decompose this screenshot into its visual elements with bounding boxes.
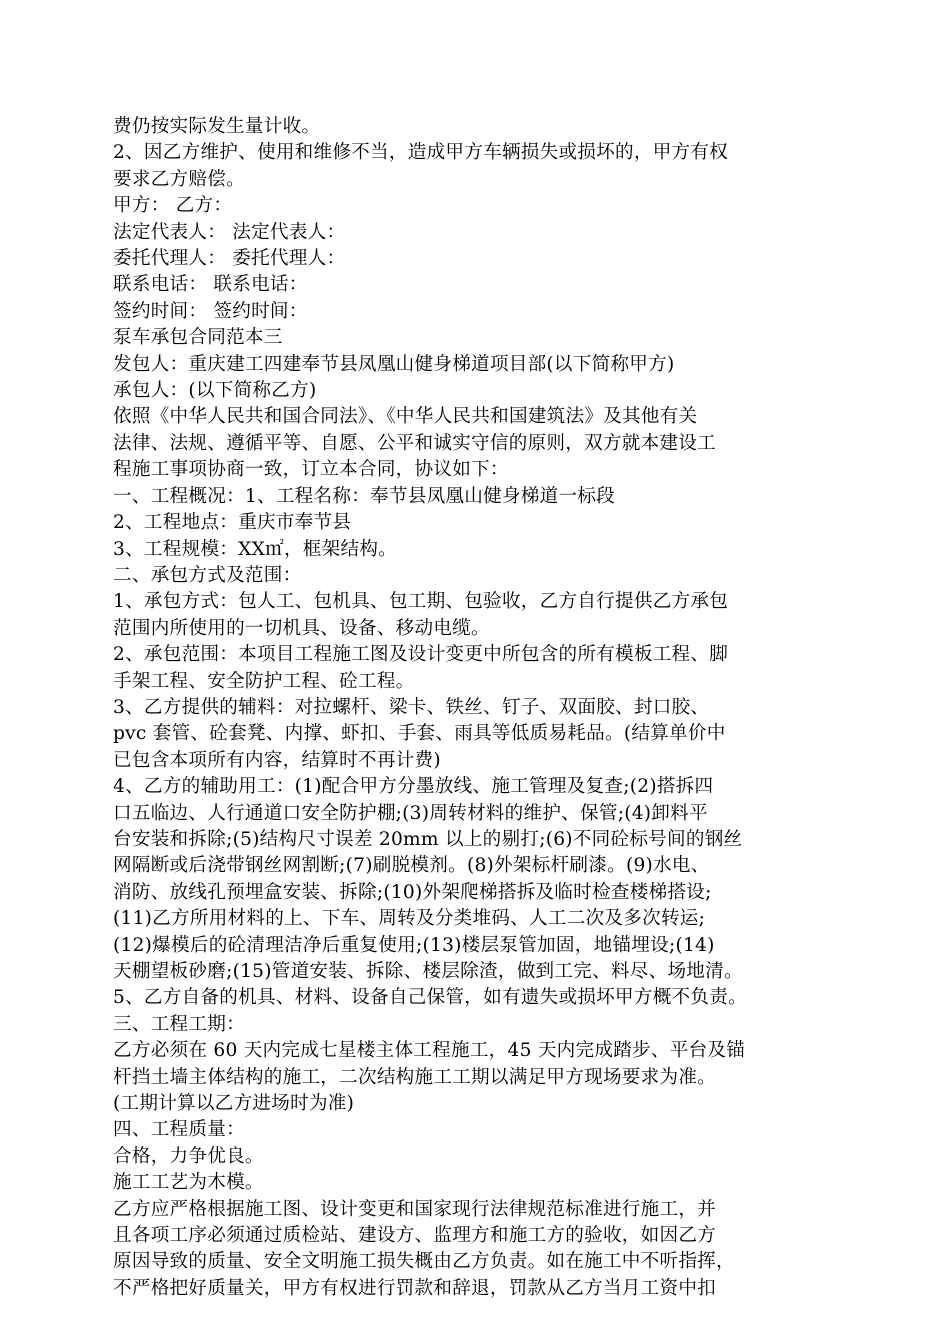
- text-line: 5、乙方自备的机具、材料、设备自己保管，如有遗失或损坏甲方概不负责。: [113, 987, 747, 1009]
- text-line: (11)乙方所用材料的上、下车、周转及分类堆码、人工二次及多次转运;: [113, 908, 706, 930]
- text-line: 签约时间： 签约时间：: [113, 300, 308, 322]
- text-line: 费仍按实际发生量计收。: [113, 116, 321, 137]
- text-line: 施工工艺为木模。: [113, 1172, 264, 1194]
- text-line: 手架工程、安全防护工程、砼工程。: [113, 670, 415, 692]
- section-title: 泵车承包合同范本三: [113, 327, 283, 349]
- text-line: 依照《中华人民共和国合同法》、《中华人民共和国建筑法》及其他有关: [113, 406, 698, 428]
- text-line: 不严格把好质量关，甲方有权进行罚款和辞退，罚款从乙方当月工资中扣: [113, 1277, 717, 1299]
- text-line: pvc 套管、砼套凳、内撑、虾扣、手套、雨具等低质易耗品。(结算单价中: [113, 723, 726, 745]
- text-line: 乙方应严格根据施工图、设计变更和国家现行法律规范标准进行施工，并: [113, 1198, 717, 1220]
- text-line: 2、工程地点：重庆市奉节县: [113, 512, 352, 534]
- text-line: 已包含本项所有内容，结算时不再计费): [113, 749, 441, 771]
- section-heading: 三、工程工期：: [113, 1013, 245, 1035]
- text-line: 台安装和拆除;(5)结构尺寸误差 20mm 以上的剔打;(6)不同砼标号间的钢丝: [113, 828, 743, 850]
- text-line: 1、承包方式：包人工、包机具、包工期、包验收，乙方自行提供乙方承包: [113, 591, 729, 613]
- text-line: 委托代理人： 委托代理人：: [113, 248, 346, 270]
- text-line: 一、工程概况：1、工程名称：奉节县凤凰山健身梯道一标段: [113, 485, 616, 507]
- text-line: 甲方： 乙方：: [113, 195, 233, 217]
- text-line: 联系电话： 联系电话：: [113, 274, 308, 296]
- text-line: 杆挡土墙主体结构的施工，二次结构施工工期以满足甲方现场要求为准。: [113, 1066, 717, 1088]
- text-line: 3、工程规模：XX㎡，框架结构。: [113, 538, 398, 560]
- text-line: 原因导致的质量、安全文明施工损失概由乙方负责。如在施工中不听指挥，: [113, 1251, 735, 1273]
- text-line: 口五临边、人行通道口安全防护棚;(3)周转材料的维护、保管;(4)卸料平: [113, 802, 708, 824]
- text-line: 程施工事项协商一致，订立本合同，协议如下：: [113, 459, 509, 481]
- text-line: 网隔断或后浇带钢丝网割断;(7)刷脱模剂。(8)外架标杆刷漆。(9)水电、: [113, 855, 710, 877]
- text-line: 要求乙方赔偿。: [113, 168, 245, 190]
- text-line: 法定代表人： 法定代表人：: [113, 221, 346, 243]
- text-line: 3、乙方提供的辅料：对拉螺杆、梁卡、铁丝、钉子、双面胶、封口胶、: [113, 696, 710, 718]
- text-line: 天棚望板砂磨;(15)管道安装、拆除、楼层除渣，做到工完、料尽、场地清。: [113, 961, 743, 982]
- section-heading: 四、工程质量：: [113, 1119, 245, 1141]
- document-page: [113, 114, 858, 1302]
- section-heading: 二、承包方式及范围：: [113, 564, 302, 586]
- text-line: 4、乙方的辅助用工：(1)配合甲方分墨放线、施工管理及复查;(2)搭拆四: [113, 776, 714, 798]
- text-line: 发包人：重庆建工四建奉节县凤凰山健身梯道项目部(以下简称甲方): [113, 353, 675, 375]
- text-line: 2、因乙方维护、使用和维修不当，造成甲方车辆损失或损坏的，甲方有权: [113, 142, 729, 164]
- text-line: 法律、法规、遵循平等、自愿、公平和诚实守信的原则，双方就本建设工: [113, 432, 717, 454]
- text-line: (工期计算以乙方进场时为准): [113, 1093, 355, 1115]
- text-line: 承包人：(以下简称乙方): [113, 380, 317, 402]
- text-line: 合格，力争优良。: [113, 1145, 264, 1167]
- text-line: 乙方必须在 60 天内完成七星楼主体工程施工，45 天内完成踏步、平台及锚: [113, 1040, 746, 1062]
- text-line: (12)爆模后的砼清理洁净后重复使用;(13)楼层泵管加固，地锚埋设;(14): [113, 934, 715, 956]
- text-line: 范围内所使用的一切机具、设备、移动电缆。: [113, 617, 490, 639]
- text-line: 消防、放线孔预埋盒安装、拆除;(10)外架爬梯搭拆及临时检查楼梯搭设;: [113, 881, 712, 903]
- text-line: 且各项工序必须通过质检站、建设方、监理方和施工方的验收，如因乙方: [113, 1225, 717, 1247]
- text-line: 2、承包范围：本项目工程施工图及设计变更中所包含的所有模板工程、脚: [113, 644, 729, 666]
